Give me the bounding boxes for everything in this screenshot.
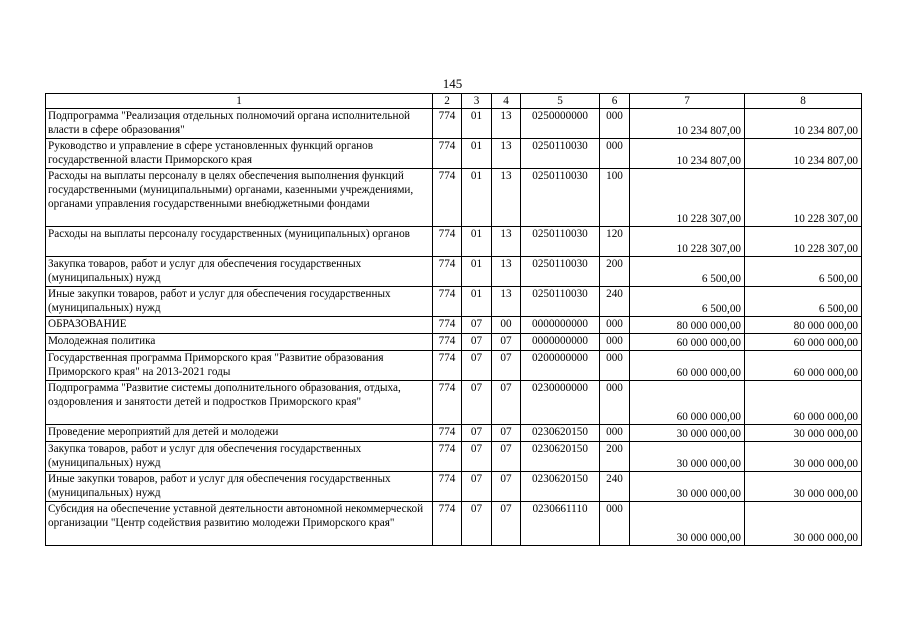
row-rz-cell: 01 — [462, 257, 492, 287]
row-csr-cell: 0230620150 — [521, 425, 600, 442]
row-csr-cell: 0250110030 — [521, 257, 600, 287]
row-gr-cell: 774 — [433, 334, 462, 351]
row-sum1-cell: 30 000 000,00 — [630, 425, 745, 442]
row-pr-cell: 13 — [492, 287, 521, 317]
row-name-cell: Иные закупки товаров, работ и услуг для обеспечения государственных (муниципальных) нужд — [46, 472, 433, 502]
row-vr-cell: 000 — [600, 502, 630, 546]
row-csr-cell: 0200000000 — [521, 351, 600, 381]
page-number: 145 — [442, 76, 463, 91]
row-gr-cell: 774 — [433, 425, 462, 442]
row-name-cell: Субсидия на обеспечение уставной деятельности автономной некоммерческой организации "Центр содействия развитию молодежи Приморского края" — [46, 502, 433, 546]
row-sum1-cell: 60 000 000,00 — [630, 351, 745, 381]
row-pr-cell: 13 — [492, 227, 521, 257]
row-sum2-cell: 6 500,00 — [745, 257, 862, 287]
column-header: 7 — [630, 94, 745, 109]
row-csr-cell: 0250110030 — [521, 169, 600, 227]
table-row — [46, 317, 862, 334]
row-gr-cell: 774 — [433, 502, 462, 546]
row-gr-cell: 774 — [433, 472, 462, 502]
row-pr-cell: 13 — [492, 109, 521, 139]
row-name-cell: Подпрограмма "Реализация отдельных полномочий органа исполнительной власти в сфере образования" — [46, 109, 433, 139]
row-sum2-cell: 60 000 000,00 — [745, 351, 862, 381]
row-csr-cell: 0250000000 — [521, 109, 600, 139]
row-csr-cell: 0000000000 — [521, 317, 600, 334]
row-sum2-cell: 80 000 000,00 — [745, 317, 862, 334]
row-sum1-cell: 60 000 000,00 — [630, 381, 745, 425]
table-row — [46, 502, 862, 546]
row-sum2-cell: 60 000 000,00 — [745, 334, 862, 351]
row-sum2-cell: 30 000 000,00 — [745, 425, 862, 442]
budget-table — [45, 93, 862, 546]
row-rz-cell: 07 — [462, 442, 492, 472]
row-gr-cell: 774 — [433, 287, 462, 317]
row-sum1-cell: 10 234 807,00 — [630, 139, 745, 169]
row-rz-cell: 07 — [462, 502, 492, 546]
column-header: 1 — [46, 94, 433, 109]
row-rz-cell: 01 — [462, 287, 492, 317]
row-sum1-cell: 30 000 000,00 — [630, 472, 745, 502]
row-name-cell: Руководство и управление в сфере установленных функций органов государственной власти Приморского края — [46, 139, 433, 169]
row-gr-cell: 774 — [433, 317, 462, 334]
row-csr-cell: 0230000000 — [521, 381, 600, 425]
row-name-cell: Государственная программа Приморского края "Развитие образования Приморского края" на 2013-2021 годы — [46, 351, 433, 381]
column-header: 2 — [433, 94, 462, 109]
row-sum2-cell: 6 500,00 — [745, 287, 862, 317]
row-sum2-cell: 10 234 807,00 — [745, 139, 862, 169]
row-name-cell: Иные закупки товаров, работ и услуг для обеспечения государственных (муниципальных) нужд — [46, 287, 433, 317]
row-sum1-cell: 10 228 307,00 — [630, 169, 745, 227]
row-pr-cell: 13 — [492, 139, 521, 169]
table-row — [46, 425, 862, 442]
row-sum1-cell: 10 228 307,00 — [630, 227, 745, 257]
row-pr-cell: 07 — [492, 381, 521, 425]
row-pr-cell: 07 — [492, 425, 521, 442]
row-gr-cell: 774 — [433, 169, 462, 227]
table-header-row — [46, 94, 862, 109]
row-name-cell: Расходы на выплаты персоналу в целях обеспечения выполнения функций государственными (муниципальными) органами, казенными учреждениями, органами управления государственными внебюджетными фондами — [46, 169, 433, 227]
row-pr-cell: 07 — [492, 334, 521, 351]
row-pr-cell: 13 — [492, 257, 521, 287]
row-vr-cell: 240 — [600, 287, 630, 317]
row-sum1-cell: 6 500,00 — [630, 257, 745, 287]
row-gr-cell: 774 — [433, 139, 462, 169]
row-csr-cell: 0250110030 — [521, 139, 600, 169]
row-vr-cell: 000 — [600, 351, 630, 381]
row-name-cell: ОБРАЗОВАНИЕ — [46, 317, 433, 334]
table-row — [46, 109, 862, 139]
row-rz-cell: 01 — [462, 139, 492, 169]
row-csr-cell: 0000000000 — [521, 334, 600, 351]
row-sum2-cell: 30 000 000,00 — [745, 472, 862, 502]
table-row — [46, 139, 862, 169]
row-vr-cell: 200 — [600, 257, 630, 287]
row-pr-cell: 07 — [492, 502, 521, 546]
table-row — [46, 169, 862, 227]
row-sum1-cell: 10 234 807,00 — [630, 109, 745, 139]
row-sum1-cell: 6 500,00 — [630, 287, 745, 317]
table-row — [46, 442, 862, 472]
row-rz-cell: 07 — [462, 334, 492, 351]
row-gr-cell: 774 — [433, 109, 462, 139]
row-name-cell: Расходы на выплаты персоналу государственных (муниципальных) органов — [46, 227, 433, 257]
row-vr-cell: 000 — [600, 139, 630, 169]
row-vr-cell: 200 — [600, 442, 630, 472]
row-csr-cell: 0230661110 — [521, 502, 600, 546]
row-sum1-cell: 60 000 000,00 — [630, 334, 745, 351]
column-header: 6 — [600, 94, 630, 109]
row-pr-cell: 00 — [492, 317, 521, 334]
row-vr-cell: 120 — [600, 227, 630, 257]
row-csr-cell: 0250110030 — [521, 287, 600, 317]
row-name-cell: Подпрограмма "Развитие системы дополнительного образования, отдыха, оздоровления и занятости детей и подростков Приморского края" — [46, 381, 433, 425]
row-gr-cell: 774 — [433, 257, 462, 287]
table-row — [46, 472, 862, 502]
row-pr-cell: 07 — [492, 442, 521, 472]
row-csr-cell: 0250110030 — [521, 227, 600, 257]
row-csr-cell: 0230620150 — [521, 472, 600, 502]
row-name-cell: Закупка товаров, работ и услуг для обеспечения государственных (муниципальных) нужд — [46, 257, 433, 287]
row-sum1-cell: 80 000 000,00 — [630, 317, 745, 334]
row-vr-cell: 000 — [600, 109, 630, 139]
row-sum2-cell: 30 000 000,00 — [745, 442, 862, 472]
row-rz-cell: 07 — [462, 381, 492, 425]
row-rz-cell: 07 — [462, 351, 492, 381]
row-sum2-cell: 30 000 000,00 — [745, 502, 862, 546]
row-gr-cell: 774 — [433, 351, 462, 381]
row-pr-cell: 07 — [492, 472, 521, 502]
row-vr-cell: 000 — [600, 425, 630, 442]
row-rz-cell: 07 — [462, 317, 492, 334]
row-rz-cell: 07 — [462, 472, 492, 502]
table-row — [46, 287, 862, 317]
row-vr-cell: 000 — [600, 317, 630, 334]
row-gr-cell: 774 — [433, 442, 462, 472]
row-sum2-cell: 60 000 000,00 — [745, 381, 862, 425]
table-row — [46, 227, 862, 257]
row-sum2-cell: 10 234 807,00 — [745, 109, 862, 139]
row-rz-cell: 07 — [462, 425, 492, 442]
row-sum1-cell: 30 000 000,00 — [630, 502, 745, 546]
row-name-cell: Молодежная политика — [46, 334, 433, 351]
row-rz-cell: 01 — [462, 227, 492, 257]
row-csr-cell: 0230620150 — [521, 442, 600, 472]
row-pr-cell: 07 — [492, 351, 521, 381]
table-row — [46, 334, 862, 351]
row-vr-cell: 000 — [600, 381, 630, 425]
row-vr-cell: 000 — [600, 334, 630, 351]
column-header: 4 — [492, 94, 521, 109]
table-row — [46, 257, 862, 287]
row-rz-cell: 01 — [462, 109, 492, 139]
row-sum1-cell: 30 000 000,00 — [630, 442, 745, 472]
column-header: 5 — [521, 94, 600, 109]
column-header: 3 — [462, 94, 492, 109]
row-gr-cell: 774 — [433, 227, 462, 257]
row-vr-cell: 240 — [600, 472, 630, 502]
row-name-cell: Закупка товаров, работ и услуг для обеспечения государственных (муниципальных) нужд — [46, 442, 433, 472]
row-pr-cell: 13 — [492, 169, 521, 227]
row-sum2-cell: 10 228 307,00 — [745, 169, 862, 227]
table-row — [46, 381, 862, 425]
row-sum2-cell: 10 228 307,00 — [745, 227, 862, 257]
row-gr-cell: 774 — [433, 381, 462, 425]
row-name-cell: Проведение мероприятий для детей и молодежи — [46, 425, 433, 442]
row-rz-cell: 01 — [462, 169, 492, 227]
column-header: 8 — [745, 94, 862, 109]
table-row — [46, 351, 862, 381]
row-vr-cell: 100 — [600, 169, 630, 227]
